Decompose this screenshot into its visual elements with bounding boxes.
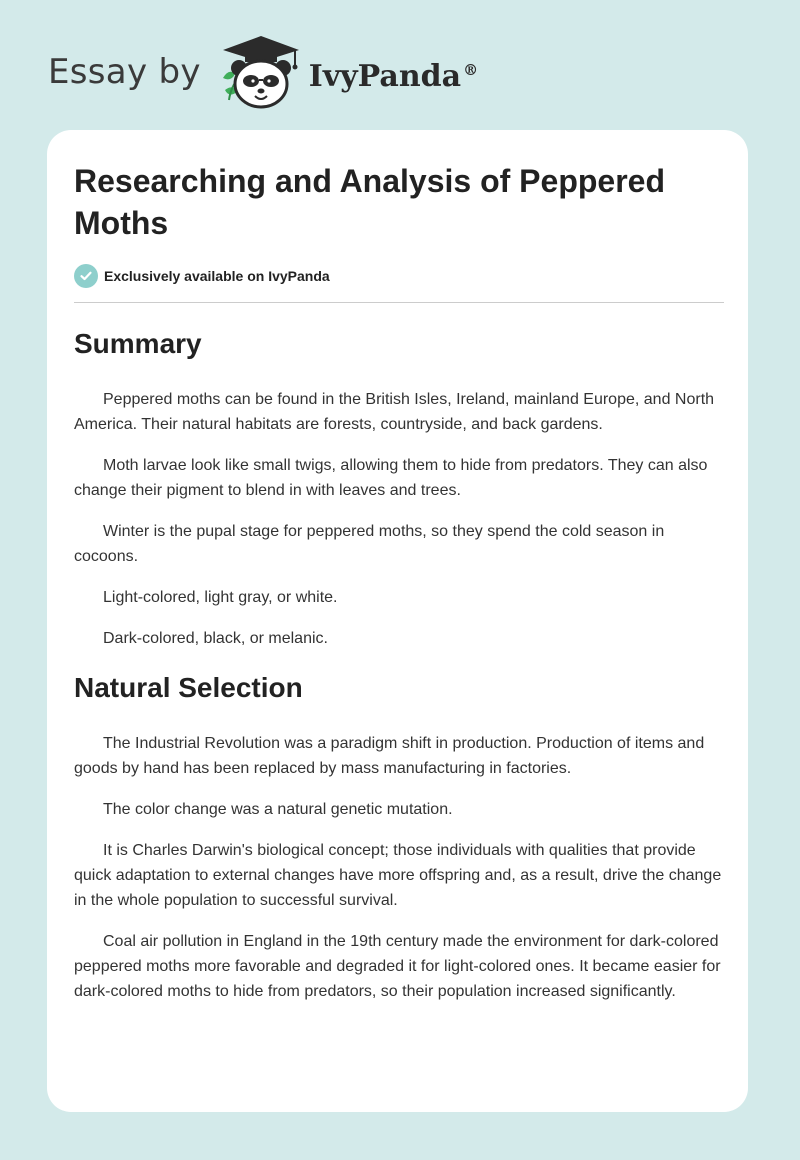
paragraph: Moth larvae look like small twigs, allowing them to hide from predators. They can also change their pigment to blend in with leaves and trees. bbox=[74, 457, 708, 499]
paragraph: It is Charles Darwin's biological concept; those individuals with qualities that provide quick adaptation to external changes have more offspring and, as a result, drive the change in the whole population to successful survival. bbox=[74, 842, 722, 909]
summary-paragraphs bbox=[74, 387, 724, 651]
ivypanda-logo[interactable] bbox=[215, 34, 478, 110]
section-heading-summary: Summary bbox=[74, 328, 202, 359]
brand-name: IvyPanda ® bbox=[308, 58, 479, 94]
paragraph: Peppered moths can be found in the British Isles, Ireland, mainland Europe, and North America. Their natural habitats are forests, countryside, and back gardens. bbox=[74, 391, 715, 433]
natural-selection-paragraphs bbox=[74, 731, 724, 1004]
divider bbox=[74, 302, 724, 303]
paragraph: The Industrial Revolution was a paradigm shift in production. Production of items and goods by hand has been replaced by mass manufacturing in factories. bbox=[74, 735, 705, 777]
check-circle-icon bbox=[74, 264, 98, 288]
paragraph: Coal air pollution in England in the 19th century made the environment for dark-colored peppered moths more favorable and degraded it for light-colored ones. It became easier for dark-colored moths to hide from predators, so their population increased significantly. bbox=[74, 933, 721, 1000]
essay-content bbox=[74, 160, 724, 1020]
exclusive-badge bbox=[74, 264, 724, 288]
paragraph: Winter is the pupal stage for peppered moths, so they spend the cold season in cocoons. bbox=[74, 523, 665, 565]
page-title: Researching and Analysis of Peppered Moths bbox=[74, 163, 665, 241]
exclusive-label: Exclusively available on IvyPanda bbox=[104, 268, 330, 284]
site-header bbox=[48, 34, 478, 110]
paragraph: Light-colored, light gray, or white. bbox=[103, 589, 338, 606]
paragraph: The color change was a natural genetic mutation. bbox=[103, 801, 453, 818]
paragraph: Dark-colored, black, or melanic. bbox=[103, 630, 328, 647]
registered-mark: ® bbox=[463, 60, 479, 79]
essay-by-label: Essay by bbox=[48, 52, 201, 92]
panda-logo-icon bbox=[215, 34, 307, 110]
essay-card bbox=[47, 130, 748, 1112]
section-heading-natural-selection: Natural Selection bbox=[74, 672, 303, 703]
